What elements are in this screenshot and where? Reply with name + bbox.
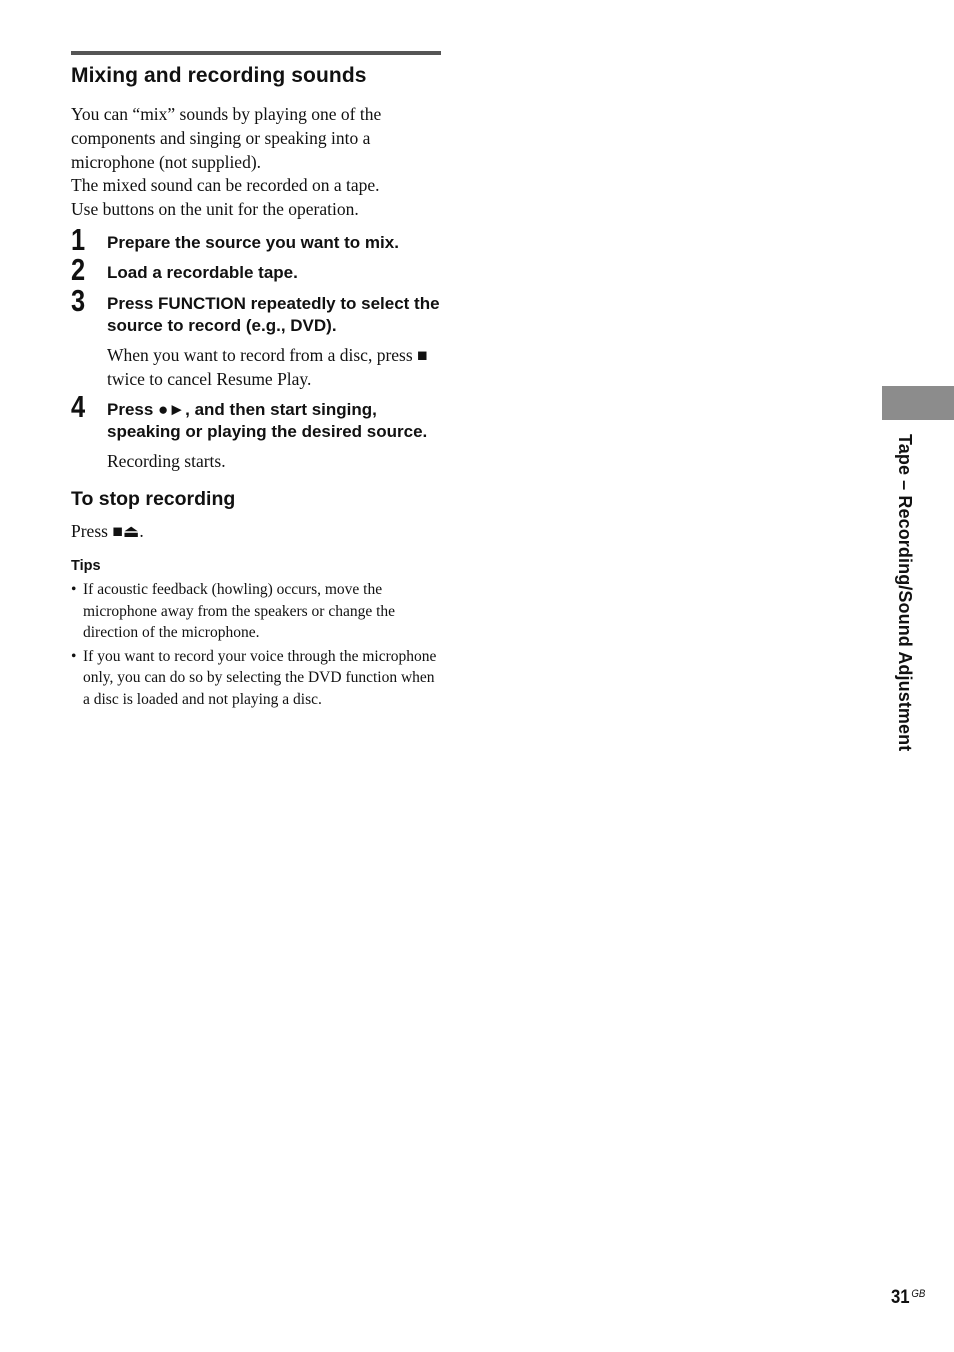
step-number: 4: [71, 388, 86, 424]
main-column: [71, 51, 441, 713]
step-list: [71, 221, 441, 473]
step-heading: Press FUNCTION repeatedly to select the source to record (e.g., DVD).: [107, 293, 440, 336]
stop-recording-body: Press ■⏏.: [71, 520, 144, 541]
stop-recording-title: To stop recording: [71, 487, 236, 510]
tip-text: If you want to record your voice through the microphone only, you can do so by selecting the DVD function when a disc is loaded and not playing a disc.: [83, 647, 437, 708]
section-title-rule: [71, 51, 441, 55]
step-2: [71, 252, 441, 288]
step-3: [71, 282, 441, 391]
step-number: 2: [71, 252, 86, 288]
chapter-tab: [882, 386, 954, 420]
step-heading: Press ●►, and then start singing, speaking or playing the desired source.: [107, 399, 428, 442]
tip-text: If acoustic feedback (howling) occurs, move the microphone away from the speakers or change the direction of the microphone.: [83, 580, 396, 642]
intro-text: [71, 103, 441, 222]
intro-paragraph: The mixed sound can be recorded on a tape.: [71, 175, 380, 196]
tip-item: [71, 646, 441, 711]
intro-paragraph: You can “mix” sounds by playing one of the components and singing or speaking into a microphone (not supplied).: [71, 104, 382, 172]
chapter-label: Tape – Recording/Sound Adjustment: [895, 434, 915, 752]
page-number-suffix: GB: [911, 1288, 926, 1300]
tip-item: [71, 579, 441, 644]
tips-list: [71, 579, 441, 711]
step-4: [71, 388, 441, 473]
tips-title: Tips: [71, 557, 101, 574]
step-1: [71, 221, 441, 257]
bullet-icon: •: [71, 647, 77, 665]
page-number-value: 31: [891, 1287, 910, 1308]
step-heading: Prepare the source you want to mix.: [107, 232, 399, 252]
step-number: 1: [71, 221, 86, 257]
section-title: Mixing and recording sounds: [71, 64, 367, 87]
step-body: When you want to record from a disc, press ■ twice to cancel Resume Play.: [107, 344, 428, 389]
step-number: 3: [71, 282, 86, 318]
intro-paragraph: Use buttons on the unit for the operation.: [71, 199, 359, 220]
page-number: [891, 1282, 925, 1310]
step-heading: Load a recordable tape.: [107, 263, 298, 283]
bullet-icon: •: [71, 580, 77, 598]
step-body: Recording starts.: [107, 450, 226, 471]
